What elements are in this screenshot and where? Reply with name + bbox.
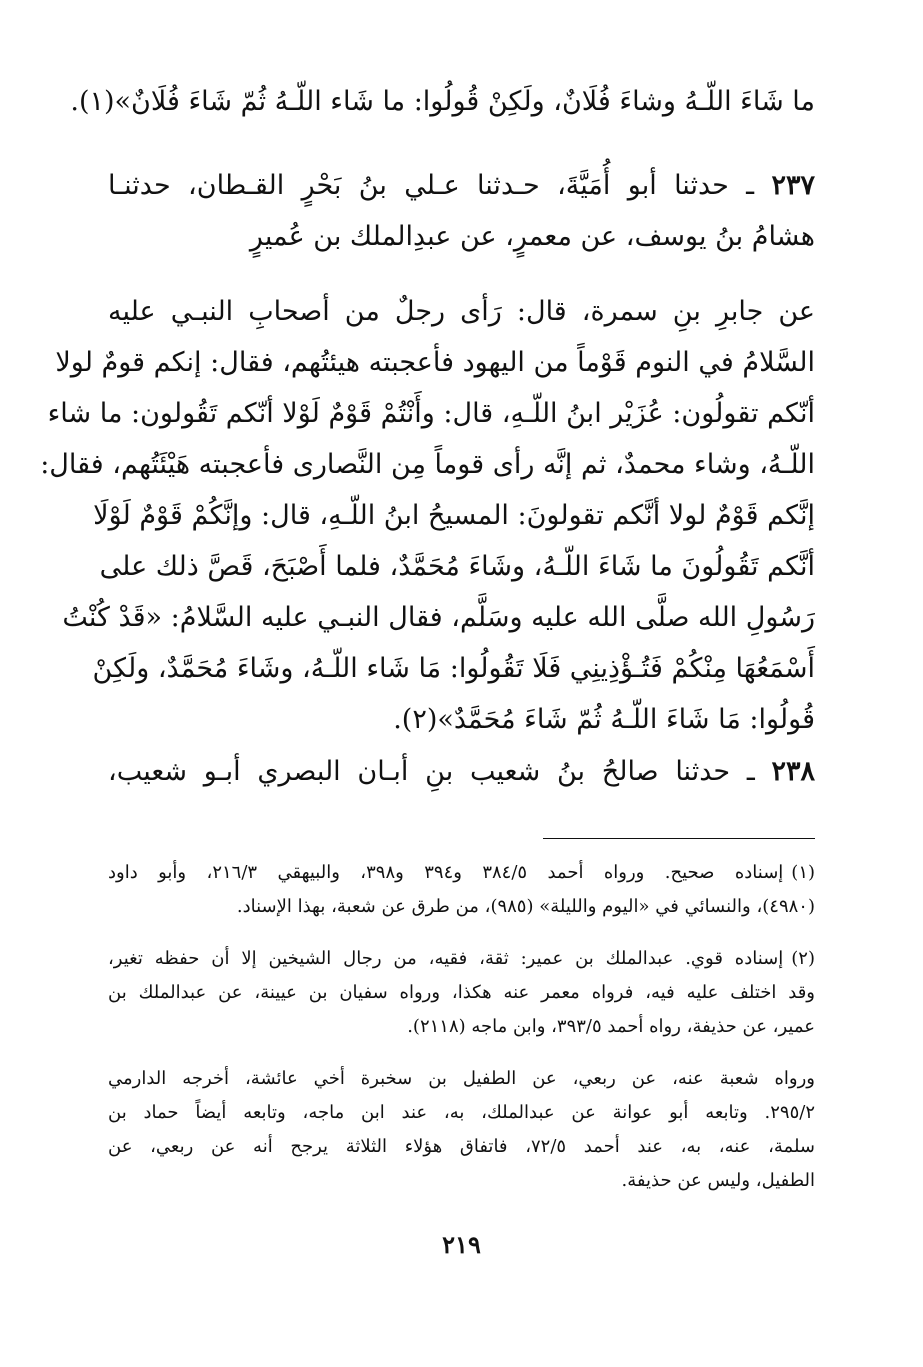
- hadith-number: ٢٣٨: [771, 756, 815, 787]
- text-line: رَسُولِ الله صلَّى الله عليه وسَلَّم، فقال النبـي عليه السَّلامُ: «قَدْ كُنْتُ: [62, 602, 815, 633]
- hadith-number: ٢٣٧: [771, 170, 815, 201]
- hadith-237-isnad: [108, 160, 815, 262]
- text-line: أَسْمَعُهَا مِنْكُمْ فَتُـؤْذِينِي فَلَا تَقُولُوا: مَا شَاء اللّـهُ، وشَاءَ مُحَمَّدٌ، ولَكِنْ: [92, 653, 815, 684]
- isnad-line: ـ حدثنا أبو أُمَيَّةَ، حـدثنا عـلي بنُ بَحْرٍ القـطان، حدثنـا: [108, 170, 755, 201]
- footnote-line: وقد اختلف عليه فيه، فرواه معمر عنه هكذا، ورواه سفيان بن عيينة، عن عبدالملك بن: [108, 982, 815, 1003]
- page-number: ٢١٩: [442, 1230, 481, 1259]
- footnote-2: [108, 942, 815, 1044]
- text-line: اللّـهُ، وشاء محمدٌ، ثم إنَّه رأى قوماً مِن النَّصارى فأعجبته هَيْئَتُهم، فقال:: [40, 449, 815, 480]
- text-line: السَّلامُ في النوم قَوْماً من اليهود فأعجبته هيئتُهم، فقال: إنكم قومٌ لولا: [55, 347, 815, 378]
- intro-text: [70, 76, 815, 127]
- text-line: [108, 746, 815, 797]
- footnote-marker: (١): [791, 862, 816, 883]
- text-line: هشامُ بنُ يوسف، عن معمرٍ، عن عبدِالملك بن عُميرٍ: [249, 221, 815, 252]
- hadith-238: [108, 746, 815, 797]
- footnote-text: إسناده قوي. عبدالملك بن عمير: ثقة، فقيه، من رجال الشيخين إلا أن حفظه تغير،: [108, 948, 784, 969]
- footnote-line: (٤٩٨٠)، والنسائي في «اليوم والليلة» (٩٨٥)، من طرق عن شعبة، بهذا الإسناد.: [236, 896, 815, 917]
- text-line: إنَّكم قَوْمٌ لولا أنَّكم تقولونَ: المسيحُ ابنُ اللّـهِ، قال: وإنَّكُمْ قَوْمٌ لَوْلَا: [93, 500, 815, 531]
- hadith-237-matn: [40, 286, 815, 745]
- footnote-line: [108, 856, 815, 890]
- isnad-line: ـ حدثنا صالحُ بنُ شعيب بنِ أبـان البصري أبـو شعيب،: [108, 756, 755, 787]
- footnote-text: إسناده صحيح. ورواه أحمد ٣٨٤/٥ و٣٩٤ و٣٩٨، والبيهقي ٢١٦/٣، وأبو داود: [108, 862, 784, 883]
- footnote-separator: [543, 838, 815, 839]
- footnote-2-continuation: [108, 1062, 815, 1198]
- text-line: قُولُوا: مَا شَاءَ اللّـهُ ثُمّ شَاءَ مُحَمَّدٌ»(٢).: [393, 704, 815, 735]
- text-line: عن جابرِ بنِ سمرة، قال: رَأى رجلٌ من أصحابِ النبـي عليه: [108, 296, 815, 327]
- footnote-1: [108, 856, 815, 924]
- text-line: أنَّكم تَقُولُونَ ما شَاءَ اللّـهُ، وشَاءَ مُحَمَّدٌ، فلما أَصْبَحَ، قَصَّ ذلك على: [99, 551, 815, 582]
- footnote-line: عمير، عن حذيفة، رواه أحمد ٣٩٣/٥، وابن ماجه (٢١١٨).: [407, 1016, 815, 1037]
- text-line: أنّكم تقولُون: عُزَيْر ابنُ اللّـهِ، قال: وأَنْتُمْ قَوْمٌ لَوْلا أنّكم تَقُولون: ما شاء: [47, 398, 815, 429]
- footnote-line: سلمة، عنه، به، عند أحمد ٧٢/٥، فاتفاق هؤلاء الثلاثة يرجح أنه عن ربعي، عن: [108, 1136, 815, 1157]
- footnote-line: ورواه شعبة عنه، عن ربعي، عن الطفيل بن سخبرة أخي عائشة، أخرجه الدارمي: [108, 1068, 815, 1089]
- footnote-line: [108, 942, 815, 976]
- footnote-line: ٢٩٥/٢. وتابعه أبو عوانة عن عبدالملك، به، عند ابن ماجه، وتابعه أيضاً حماد بن: [108, 1102, 815, 1123]
- text-line: ما شَاءَ اللّـهُ وشاءَ فُلَانٌ، ولَكِنْ قُولُوا: ما شَاء اللّـهُ ثُمّ شَاءَ فُلَانٌ»(١).: [70, 86, 815, 117]
- text-line: [108, 160, 815, 211]
- footnote-line: الطفيل، وليس عن حذيفة.: [621, 1170, 815, 1191]
- footnote-marker: (٢): [791, 948, 815, 969]
